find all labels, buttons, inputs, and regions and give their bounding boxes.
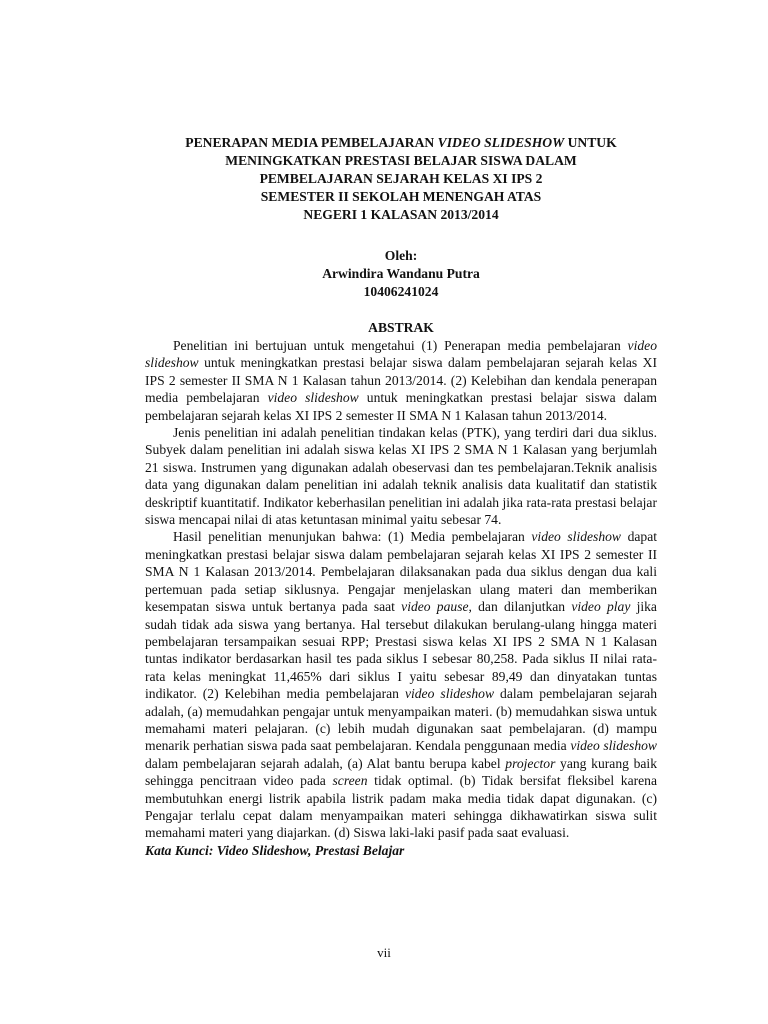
italic-term: screen xyxy=(332,773,368,789)
author-name: Arwindira Wandanu Putra xyxy=(322,266,480,281)
italic-term: video slideshow xyxy=(531,529,622,545)
document-page xyxy=(145,134,657,859)
abstract-paragraph-1: Penelitian ini bertujuan untuk mengetahui (1) Penerapan media pembelajaran video slideshow untuk meningkatkan prestasi belajar siswa dalam pembelajaran sejarah kelas XI IPS 2 semester II SMA N 1 Kalasan tahun 2013/2014. (2) Kelebihan dan kendala penerapan media pembelajaran video slideshow untuk meningkatkan prestasi belajar siswa dalam pembelajaran sejarah kelas XI IPS 2 semester II SMA N 1 Kalasan tahun 2013/2014. xyxy=(145,338,657,423)
title-line-2: MENINGKATKAN PRESTASI BELAJAR SISWA DALAM xyxy=(225,153,577,168)
title-line-3: PEMBELAJARAN SEJARAH KELAS XI IPS 2 xyxy=(259,171,543,186)
title-line-4: SEMESTER II SEKOLAH MENENGAH ATAS xyxy=(260,189,542,204)
author-by-label: Oleh: xyxy=(384,248,418,263)
title-line-1: PENERAPAN MEDIA PEMBELAJARAN VIDEO SLIDESHOW UNTUK xyxy=(185,135,617,150)
italic-term: video play xyxy=(571,599,631,615)
keywords: Kata Kunci: Video Slideshow, Prestasi Belajar xyxy=(145,842,405,858)
abstract-body xyxy=(145,337,657,842)
italic-term: projector xyxy=(505,755,556,771)
abstract-paragraph-3: Hasil penelitian menunjukan bahwa: (1) Media pembelajaran video slideshow dapat meningkatkan prestasi belajar siswa dalam pembelajaran sejarah kelas XI IPS 2 semester II SMA N 1 Kalasan 2013/2014. Pembelajaran dilaksanakan pada dua siklus dengan dua kali pertemuan pada setiap siklusnya. Pengajar menjelaskan ulang materi dan memberikan kesempatan siswa untuk bertanya pada saat video pause, dan dilanjutkan video play jika sudah tidak ada siswa yang bertanya. Hal tersebut dilakukan berulang-ulang hingga materi pembelajaran tersampaikan sesuai RPP; Prestasi siswa kelas XI IPS 2 SMA N 1 Kalasan tuntas indikator berdasarkan hasil tes pada siklus I sebesar 80,258. Pada siklus II nilai rata-rata kelas meningkat 11,465% dari siklus I yaitu sebesar 89,49 dan dinyatakan tuntas indikator. (2) Kelebihan media pembelajaran video slideshow dalam pembelajaran sejarah adalah, (a) memudahkan pengajar untuk menyampaikan materi. (b) memudahkan siswa untuk memahami materi pelajaran. (c) lebih mudah digunakan saat pembelajaran. (d) mampu menarik perhatian siswa pada saat pembelajaran. Kendala penggunaan media video slideshow dalam pembelajaran sejarah adalah, (a) Alat bantu berupa kabel projector yang kurang baik sehingga pencitraan video pada screen tidak optimal. (b) Tidak bersifat fleksibel karena membutuhkan energi listrik apabila listrik padam maka media tidak dapat digunakan. (c) Pengajar terlalu cepat dalam menyampaikan materi sehingga dikhawatirkan siswa sulit memahami materi yang diajarkan. (d) Siswa laki-laki pasif pada saat evaluasi. xyxy=(145,529,658,841)
italic-term: video slideshow xyxy=(145,338,657,371)
title-italic-term: VIDEO SLIDESHOW xyxy=(437,135,565,150)
author-block xyxy=(145,247,657,301)
document-title xyxy=(145,134,657,224)
page-number: vii xyxy=(377,945,391,960)
italic-term: video pause xyxy=(401,599,469,615)
author-student-id: 10406241024 xyxy=(363,284,439,299)
title-line-5: NEGERI 1 KALASAN 2013/2014 xyxy=(303,207,499,222)
italic-term: video slideshow xyxy=(570,738,657,754)
abstract-heading: ABSTRAK xyxy=(368,320,434,335)
abstract-paragraph-2: Jenis penelitian ini adalah penelitian tindakan kelas (PTK), yang terdiri dari dua siklus. Subyek dalam penelitian ini adalah siswa kelas XI IPS 2 SMA N 1 Kalasan yang berjumlah 21 siswa. Instrumen yang digunakan adalah obeservasi dan tes pembelajaran.Teknik analisis data yang digunakan dalam penelitian ini adalah teknik analisis data kualitatif dan statistik deskriptif kuantitatif. Indikator keberhasilan penelitian ini adalah jika rata-rata prestasi belajar siswa mencapai nilai di atas ketuntasan minimal yaitu sebesar 74. xyxy=(145,425,657,528)
italic-term: video slideshow xyxy=(267,390,359,406)
italic-term: video slideshow xyxy=(404,686,495,702)
